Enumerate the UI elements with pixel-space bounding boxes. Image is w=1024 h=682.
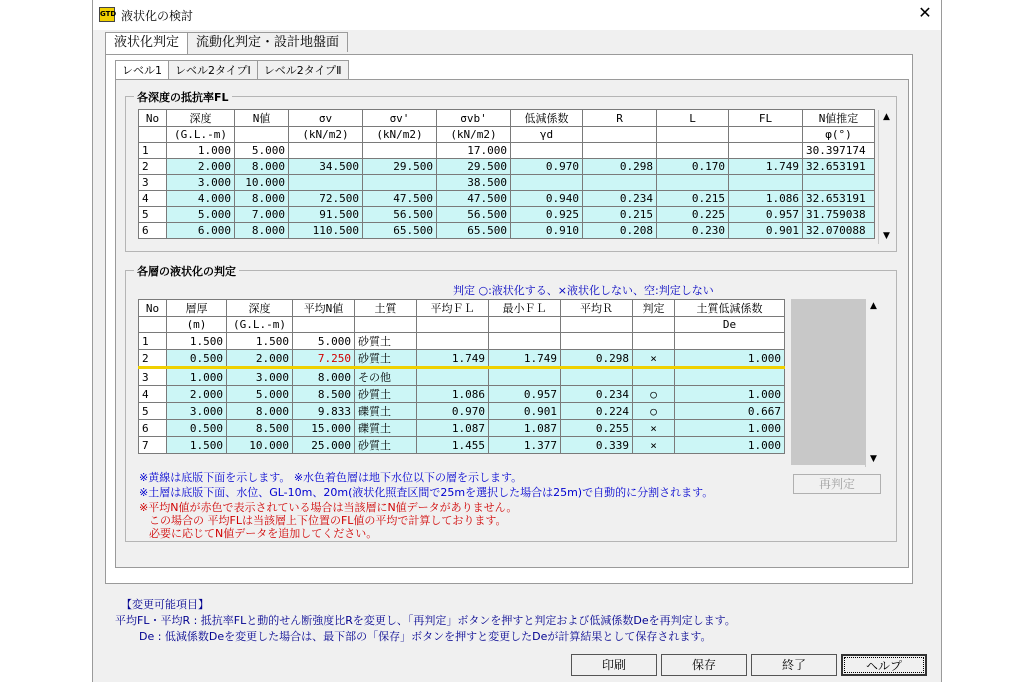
fl-header-cell: N値推定 bbox=[803, 110, 875, 127]
table-cell[interactable] bbox=[417, 368, 489, 386]
table-cell[interactable]: 10.000 bbox=[227, 437, 293, 454]
tab-liquefaction[interactable]: 液状化判定 bbox=[105, 32, 188, 55]
table-cell[interactable] bbox=[633, 333, 675, 350]
table-row bbox=[139, 437, 785, 454]
table-cell[interactable]: 5.000 bbox=[293, 333, 355, 350]
table-cell[interactable] bbox=[489, 368, 561, 386]
layer-header-cell: 判定 bbox=[633, 300, 675, 317]
table-cell[interactable]: 8.000 bbox=[227, 403, 293, 420]
table-cell[interactable]: 1.455 bbox=[417, 437, 489, 454]
table-cell[interactable]: 1.500 bbox=[167, 437, 227, 454]
layer-header-cell bbox=[139, 317, 167, 333]
fl-header-cell bbox=[657, 127, 729, 143]
table-cell[interactable]: 25.000 bbox=[293, 437, 355, 454]
fl-header-cell: N値 bbox=[235, 110, 289, 127]
table-cell[interactable]: 0.298 bbox=[583, 159, 657, 175]
fl-header-cell: (kN/m2) bbox=[437, 127, 511, 143]
fl-header-cell: σv' bbox=[363, 110, 437, 127]
table-cell[interactable] bbox=[489, 333, 561, 350]
table-cell[interactable]: 0.230 bbox=[657, 223, 729, 239]
fl-header-cell bbox=[235, 127, 289, 143]
title-bar bbox=[93, 0, 941, 30]
table-row bbox=[139, 386, 785, 403]
table-cell[interactable]: 2.000 bbox=[167, 159, 235, 175]
table-cell[interactable]: 1.087 bbox=[489, 420, 561, 437]
table-cell[interactable] bbox=[561, 333, 633, 350]
table-cell[interactable]: 0.500 bbox=[167, 420, 227, 437]
table-cell[interactable]: 47.500 bbox=[437, 191, 511, 207]
close-button[interactable]: 終了 bbox=[751, 654, 837, 676]
table-cell[interactable]: 砂質土 bbox=[355, 386, 417, 403]
table-cell[interactable]: 1.500 bbox=[167, 333, 227, 350]
table-cell[interactable]: 65.500 bbox=[363, 223, 437, 239]
table-cell[interactable] bbox=[417, 333, 489, 350]
layer-header-cell: 最小ＦＬ bbox=[489, 300, 561, 317]
table-cell[interactable]: 1.000 bbox=[167, 368, 227, 386]
table-cell[interactable]: 1.086 bbox=[729, 191, 803, 207]
layer-table-wrap bbox=[138, 299, 785, 467]
table-row bbox=[139, 191, 875, 207]
table-cell[interactable]: 1.500 bbox=[227, 333, 293, 350]
table-cell[interactable]: 5 bbox=[139, 207, 167, 223]
table-cell[interactable] bbox=[657, 143, 729, 159]
table-cell[interactable]: 6.000 bbox=[167, 223, 235, 239]
info-line-2: De : 低減係数Deを変更した場合は、最下部の「保存」ボタンを押すと変更したDeが計算結果として保存されます。 bbox=[139, 630, 712, 643]
table-cell[interactable]: 2.000 bbox=[167, 386, 227, 403]
scroll-up-icon[interactable]: ▲ bbox=[870, 301, 877, 311]
table-cell[interactable] bbox=[583, 175, 657, 191]
table-cell[interactable]: 8.000 bbox=[293, 368, 355, 386]
table-cell[interactable]: 1.749 bbox=[489, 350, 561, 368]
layer-header-cell bbox=[417, 317, 489, 333]
judgement-legend: 判定 ○:液状化する、×液状化しない、空:判定しない bbox=[453, 284, 714, 297]
fl-header-cell bbox=[583, 127, 657, 143]
fl-header-cell bbox=[729, 127, 803, 143]
table-row bbox=[139, 333, 785, 350]
table-cell[interactable]: 72.500 bbox=[289, 191, 363, 207]
table-cell[interactable]: 2 bbox=[139, 350, 167, 368]
table-cell[interactable]: ○ bbox=[633, 403, 675, 420]
note-line-5: 必要に応じてN値データを追加してください。 bbox=[149, 527, 378, 540]
layer-header-cell bbox=[489, 317, 561, 333]
table-cell[interactable] bbox=[657, 175, 729, 191]
table-cell[interactable]: 29.500 bbox=[437, 159, 511, 175]
close-icon[interactable]: ✕ bbox=[918, 3, 932, 22]
table-cell[interactable]: × bbox=[633, 420, 675, 437]
table-cell[interactable] bbox=[289, 143, 363, 159]
table-cell[interactable]: 0.234 bbox=[561, 386, 633, 403]
table-cell[interactable]: 34.500 bbox=[289, 159, 363, 175]
table-cell[interactable]: 1 bbox=[139, 333, 167, 350]
table-cell[interactable]: 0.298 bbox=[561, 350, 633, 368]
table-cell[interactable]: ○ bbox=[633, 386, 675, 403]
table-cell[interactable]: 30.397174 bbox=[803, 143, 875, 159]
layer-header-cell: 平均Ｒ bbox=[561, 300, 633, 317]
table-row bbox=[139, 350, 785, 368]
table-cell[interactable]: 0.170 bbox=[657, 159, 729, 175]
fl-header-cell: 深度 bbox=[167, 110, 235, 127]
print-button[interactable]: 印刷 bbox=[571, 654, 657, 676]
table-cell[interactable]: 0.940 bbox=[511, 191, 583, 207]
layer-header-cell: 層厚 bbox=[167, 300, 227, 317]
table-cell[interactable]: 4 bbox=[139, 191, 167, 207]
table-cell[interactable]: 110.500 bbox=[289, 223, 363, 239]
table-row bbox=[139, 403, 785, 420]
table-cell[interactable]: 0.500 bbox=[167, 350, 227, 368]
layer-header-cell: 平均N値 bbox=[293, 300, 355, 317]
fl-header-cell: φ(°) bbox=[803, 127, 875, 143]
layer-header-cell: (G.L.-m) bbox=[227, 317, 293, 333]
table-cell[interactable] bbox=[729, 175, 803, 191]
table-row bbox=[139, 420, 785, 437]
table-cell[interactable]: 91.500 bbox=[289, 207, 363, 223]
table-cell[interactable]: 2.000 bbox=[227, 350, 293, 368]
table-cell[interactable]: 1.087 bbox=[417, 420, 489, 437]
layer-header-cell bbox=[633, 317, 675, 333]
help-button[interactable]: ヘルプ bbox=[841, 654, 927, 676]
layer-header-cell: 深度 bbox=[227, 300, 293, 317]
table-cell[interactable] bbox=[561, 368, 633, 386]
table-cell[interactable]: 47.500 bbox=[363, 191, 437, 207]
table-cell[interactable]: 32.653191 bbox=[803, 191, 875, 207]
table-row bbox=[139, 143, 875, 159]
table-cell[interactable]: 4.000 bbox=[167, 191, 235, 207]
table-cell[interactable]: 7 bbox=[139, 437, 167, 454]
table-cell[interactable]: × bbox=[633, 350, 675, 368]
table-cell[interactable]: 1.086 bbox=[417, 386, 489, 403]
level-tab-bar bbox=[115, 60, 348, 81]
table-cell[interactable]: 1.749 bbox=[417, 350, 489, 368]
note-line-2: ※土層は底版下面、水位、GL-10m、20m(液状化照査区間で25mを選択した場合は25m)で自動的に分割されます。 bbox=[139, 486, 714, 499]
fl-group-title: 各深度の抵抗率FL bbox=[134, 89, 232, 105]
table-cell[interactable]: 1.377 bbox=[489, 437, 561, 454]
table-cell[interactable]: 38.500 bbox=[437, 175, 511, 191]
table-cell[interactable]: 0.215 bbox=[657, 191, 729, 207]
tab-flow[interactable]: 流動化判定・設計地盤面 bbox=[187, 32, 348, 52]
table-cell[interactable]: 31.759038 bbox=[803, 207, 875, 223]
table-cell[interactable]: 8.500 bbox=[227, 420, 293, 437]
table-cell[interactable]: その他 bbox=[355, 368, 417, 386]
rejudge-button[interactable]: 再判定 bbox=[793, 474, 881, 494]
table-cell[interactable]: 3.000 bbox=[227, 368, 293, 386]
fl-header-cell: (G.L.-m) bbox=[167, 127, 235, 143]
table-cell[interactable]: 6 bbox=[139, 420, 167, 437]
table-cell[interactable]: 65.500 bbox=[437, 223, 511, 239]
note-line-3: ※平均N値が赤色で表示されている場合は当該層にN値データがありません。 bbox=[139, 501, 518, 514]
table-cell[interactable]: 3 bbox=[139, 175, 167, 191]
table-cell[interactable]: 5.000 bbox=[227, 386, 293, 403]
table-cell[interactable]: 0.224 bbox=[561, 403, 633, 420]
table-cell[interactable]: 8.500 bbox=[293, 386, 355, 403]
table-empty-area bbox=[791, 299, 865, 465]
table-cell[interactable]: 0.225 bbox=[657, 207, 729, 223]
layer-scrollbar[interactable] bbox=[865, 299, 881, 467]
table-cell[interactable] bbox=[675, 333, 785, 350]
table-cell[interactable] bbox=[511, 175, 583, 191]
table-cell[interactable]: 1.000 bbox=[167, 143, 235, 159]
layer-table bbox=[138, 299, 785, 454]
table-cell[interactable]: 0.901 bbox=[489, 403, 561, 420]
table-cell[interactable]: 6 bbox=[139, 223, 167, 239]
note-line-1: ※黄線は底版下面を示します。 ※水色着色層は地下水位以下の層を示します。 bbox=[139, 471, 523, 484]
fl-header-cell bbox=[139, 127, 167, 143]
table-cell[interactable]: 1.749 bbox=[729, 159, 803, 175]
table-cell[interactable]: × bbox=[633, 437, 675, 454]
table-cell[interactable]: 9.833 bbox=[293, 403, 355, 420]
table-cell[interactable] bbox=[583, 143, 657, 159]
table-cell[interactable] bbox=[675, 368, 785, 386]
scroll-down-icon[interactable]: ▼ bbox=[883, 231, 890, 241]
table-row bbox=[139, 207, 875, 223]
table-cell[interactable]: 56.500 bbox=[363, 207, 437, 223]
table-cell[interactable]: 0.910 bbox=[511, 223, 583, 239]
table-cell[interactable]: 32.653191 bbox=[803, 159, 875, 175]
table-cell[interactable] bbox=[803, 175, 875, 191]
table-cell[interactable]: 1.000 bbox=[675, 386, 785, 403]
table-cell[interactable] bbox=[729, 143, 803, 159]
table-cell[interactable]: 7.000 bbox=[235, 207, 289, 223]
table-cell[interactable]: 17.000 bbox=[437, 143, 511, 159]
app-icon: GTD bbox=[99, 7, 115, 22]
main-tab-bar bbox=[105, 32, 347, 54]
dialog-window bbox=[92, 0, 942, 682]
table-cell[interactable]: 0.925 bbox=[511, 207, 583, 223]
layer-header-cell: 平均ＦＬ bbox=[417, 300, 489, 317]
table-cell[interactable]: 1 bbox=[139, 143, 167, 159]
layer-group-title: 各層の液状化の判定 bbox=[134, 263, 239, 279]
table-cell[interactable]: 0.208 bbox=[583, 223, 657, 239]
table-cell[interactable]: 7.250 bbox=[293, 350, 355, 368]
table-cell[interactable]: 3 bbox=[139, 368, 167, 386]
info-title: 【変更可能項目】 bbox=[121, 598, 209, 611]
table-cell[interactable]: 1.000 bbox=[675, 350, 785, 368]
layer-header-cell: No bbox=[139, 300, 167, 317]
scroll-up-icon[interactable]: ▲ bbox=[883, 112, 890, 122]
table-row bbox=[139, 368, 785, 386]
table-cell[interactable]: 0.970 bbox=[417, 403, 489, 420]
table-cell[interactable]: 5.000 bbox=[235, 143, 289, 159]
table-cell[interactable]: 0.957 bbox=[489, 386, 561, 403]
table-row bbox=[139, 175, 875, 191]
layer-header-cell bbox=[293, 317, 355, 333]
table-cell[interactable]: 0.234 bbox=[583, 191, 657, 207]
fl-header-cell: (kN/m2) bbox=[289, 127, 363, 143]
layer-header-cell: (m) bbox=[167, 317, 227, 333]
table-cell[interactable] bbox=[633, 368, 675, 386]
table-cell[interactable]: 0.339 bbox=[561, 437, 633, 454]
table-cell[interactable]: 礫質土 bbox=[355, 420, 417, 437]
table-cell[interactable]: 0.255 bbox=[561, 420, 633, 437]
layer-header-cell bbox=[355, 317, 417, 333]
table-cell[interactable]: 56.500 bbox=[437, 207, 511, 223]
layer-header-cell bbox=[561, 317, 633, 333]
info-line-1: 平均FL・平均R : 抵抗率FLと動的せん断強度比Rを変更し、「再判定」ボタンを押すと判定および低減係数Deを再判定します。 bbox=[115, 614, 736, 627]
fl-table bbox=[138, 109, 875, 239]
table-cell[interactable]: 4 bbox=[139, 386, 167, 403]
table-cell[interactable]: 10.000 bbox=[235, 175, 289, 191]
table-cell[interactable]: 2 bbox=[139, 159, 167, 175]
table-cell[interactable]: 3.000 bbox=[167, 403, 227, 420]
table-row bbox=[139, 159, 875, 175]
table-cell[interactable]: 0.215 bbox=[583, 207, 657, 223]
table-cell[interactable]: 砂質土 bbox=[355, 437, 417, 454]
note-line-4: この場合の 平均FLは当該層上下位置のFL値の平均で計算しております。 bbox=[149, 514, 507, 527]
layer-header-cell: 土質低減係数 bbox=[675, 300, 785, 317]
table-cell[interactable]: 8.000 bbox=[235, 159, 289, 175]
table-cell[interactable] bbox=[511, 143, 583, 159]
table-cell[interactable]: 32.070088 bbox=[803, 223, 875, 239]
table-cell[interactable]: 5.000 bbox=[167, 207, 235, 223]
fl-header-cell: L bbox=[657, 110, 729, 127]
table-cell[interactable] bbox=[363, 175, 437, 191]
table-cell[interactable]: 0.970 bbox=[511, 159, 583, 175]
table-cell[interactable]: 0.957 bbox=[729, 207, 803, 223]
tab-level1[interactable]: レベル1 bbox=[115, 60, 169, 81]
tab-level2-type2[interactable]: レベル2タイプⅡ bbox=[257, 60, 349, 79]
table-cell[interactable]: 0.901 bbox=[729, 223, 803, 239]
table-cell[interactable]: 5 bbox=[139, 403, 167, 420]
save-button[interactable]: 保存 bbox=[661, 654, 747, 676]
table-cell[interactable] bbox=[289, 175, 363, 191]
table-cell[interactable]: 1.000 bbox=[675, 437, 785, 454]
layer-header-cell: 土質 bbox=[355, 300, 417, 317]
table-cell[interactable]: 砂質土 bbox=[355, 350, 417, 368]
table-cell[interactable]: 礫質土 bbox=[355, 403, 417, 420]
layer-header-cell: De bbox=[675, 317, 785, 333]
window-title: 液状化の検討 bbox=[121, 9, 194, 23]
fl-header-cell: (kN/m2) bbox=[363, 127, 437, 143]
table-cell[interactable]: 8.000 bbox=[235, 191, 289, 207]
table-cell[interactable]: 0.667 bbox=[675, 403, 785, 420]
table-cell[interactable]: 3.000 bbox=[167, 175, 235, 191]
fl-table-wrap bbox=[138, 109, 875, 239]
fl-header-cell: No bbox=[139, 110, 167, 127]
fl-header-cell: σv bbox=[289, 110, 363, 127]
fl-header-cell: σvb' bbox=[437, 110, 511, 127]
fl-header-cell: R bbox=[583, 110, 657, 127]
tab-level2-type1[interactable]: レベル2タイプⅠ bbox=[168, 60, 258, 79]
fl-header-cell: γd bbox=[511, 127, 583, 143]
table-cell[interactable] bbox=[363, 143, 437, 159]
table-cell[interactable]: 1.000 bbox=[675, 420, 785, 437]
table-row bbox=[139, 223, 875, 239]
table-cell[interactable]: 砂質土 bbox=[355, 333, 417, 350]
fl-header-cell: FL bbox=[729, 110, 803, 127]
table-cell[interactable]: 15.000 bbox=[293, 420, 355, 437]
table-cell[interactable]: 29.500 bbox=[363, 159, 437, 175]
fl-scrollbar[interactable] bbox=[878, 110, 894, 244]
fl-header-cell: 低減係数 bbox=[511, 110, 583, 127]
table-cell[interactable]: 8.000 bbox=[235, 223, 289, 239]
scroll-down-icon[interactable]: ▼ bbox=[870, 454, 877, 464]
